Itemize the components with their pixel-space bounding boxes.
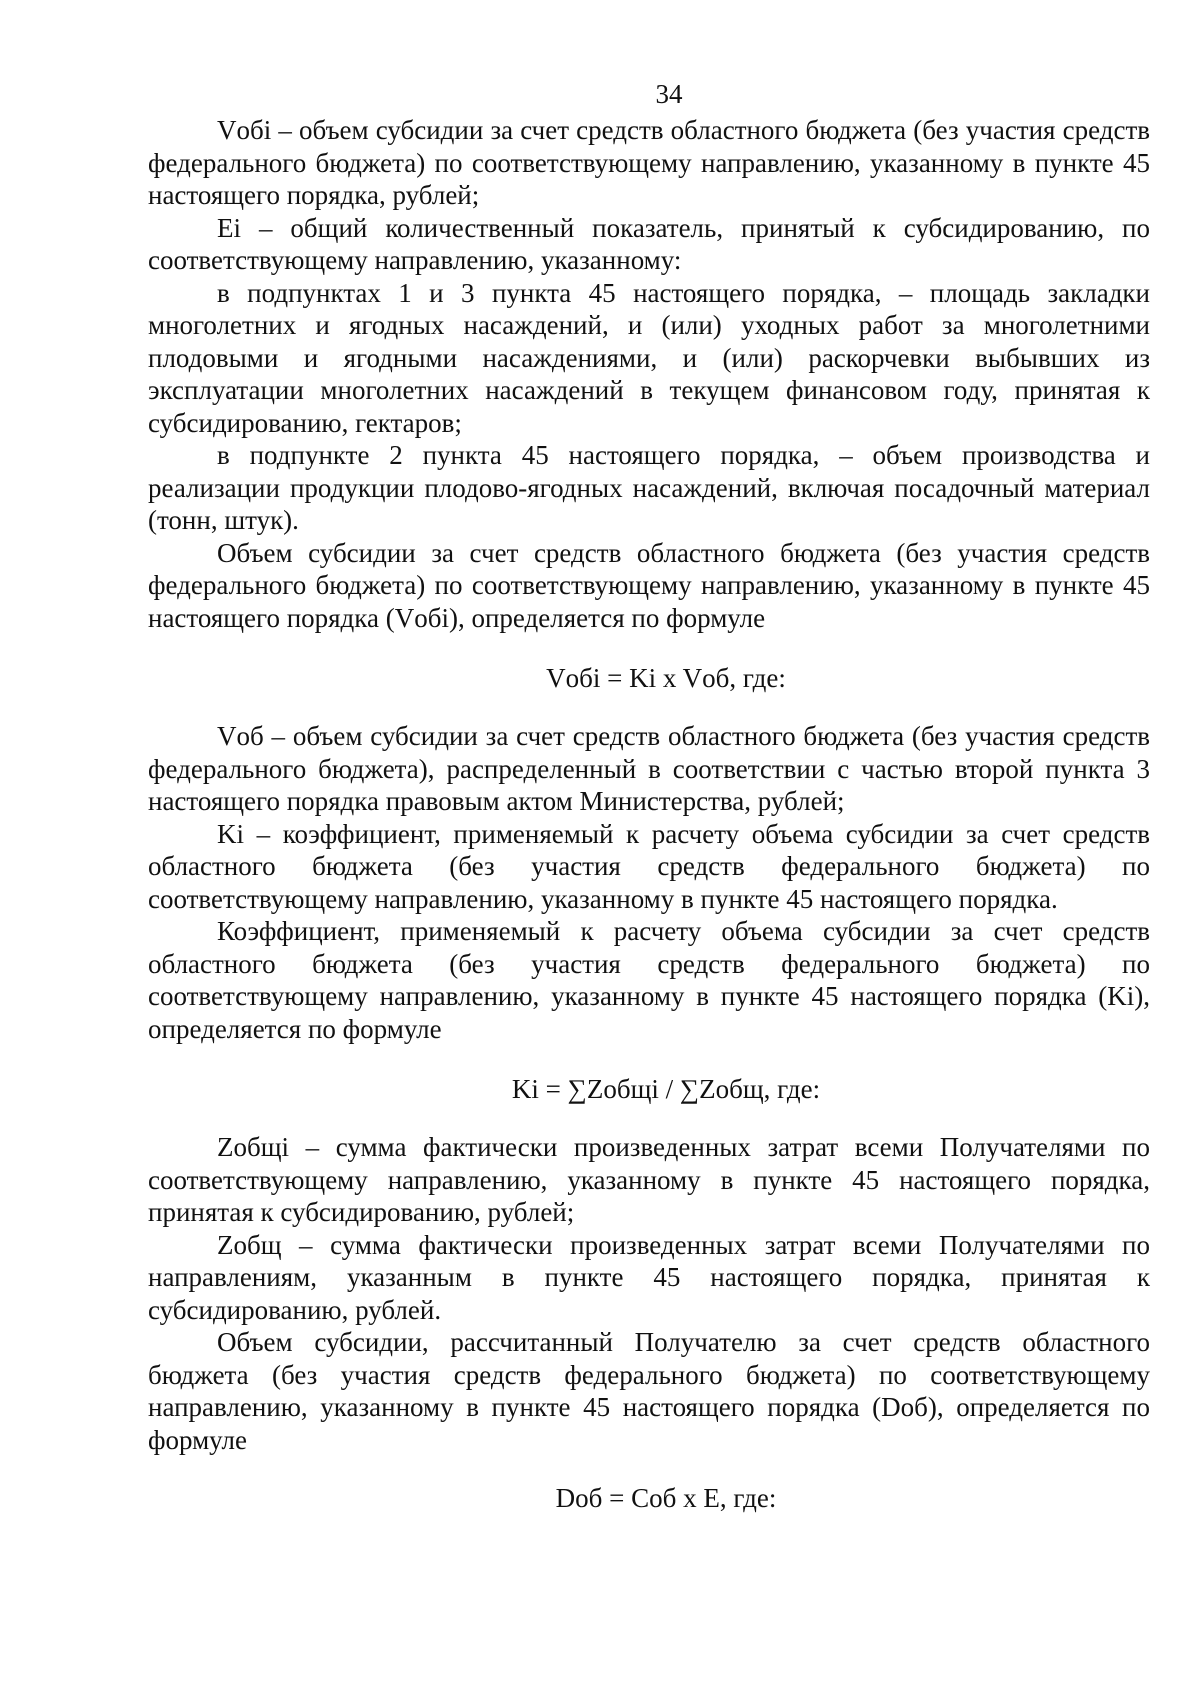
document-page [148,78,1150,1534]
paragraph-subpoints-1-3: в подпунктах 1 и 3 пункта 45 настоящего порядка, – площадь закладки многолетних и ягодных насаждений, и (или) уходных работ за многолетними плодовыми и ягодными насаждениями, и (или) раскорчевки выбывших из эксплуатации многолетних насаждений в текущем финансовом году, принятая к субсидированию, гектаров; [148,277,1150,438]
paragraph-zobshi-definition: Zобщi – сумма фактически произведенных затрат всеми Получателями по соответствующему направлению, указанному в пункте 45 настоящего порядка, принятая к субсидированию, рублей; [148,1132,1150,1227]
paragraph-subpoint-2: в подпункте 2 пункта 45 настоящего порядка, – объем производства и реализации продукции плодово-ягодных насаждений, включая посадочный материал (тонн, штук). [148,440,1150,535]
paragraph-ki-definition: Ki – коэффициент, применяемый к расчету объема субсидии за счет средств областного бюджета (без участия средств федерального бюджета) по соответствующему направлению, указанному в пункте 45 настоящего порядка. [148,818,1150,914]
paragraph-ki-formula-intro: Коэффициент, применяемый к расчету объема субсидии за счет средств областного бюджета (без участия средств федерального бюджета) по соответствующему направлению, указанному в пункте 45 настоящего порядка (Ki), определяется по формуле [148,916,1150,1044]
formula-vobi: Vобi = Ki x Vоб, где: [546,663,786,693]
paragraph-dob-formula-intro: Объем субсидии, рассчитанный Получателю за счет средств областного бюджета (без участия средств федерального бюджета) по соответствующему направлению, указанному в пункте 45 настоящего порядка (Dоб), определяется по формуле [148,1327,1150,1455]
paragraph-ei-definition: Ei – общий количественный показатель, принятый к субсидированию, по соответствующему направлению, указанному: [148,212,1150,275]
paragraph-vob-definition: Vоб – объем субсидии за счет средств областного бюджета (без участия средств федерального бюджета), распределенный в соответствии с частью второй пункта 3 настоящего порядка правовым актом Министерства, рублей; [148,721,1150,816]
paragraph-zobsh-definition: Zобщ – сумма фактически произведенных затрат всеми Получателями по направлениям, указанным в пункте 45 настоящего порядка, принятая к субсидированию, рублей. [148,1229,1150,1325]
paragraph-vobi-formula-intro: Объем субсидии за счет средств областного бюджета (без участия средств федерального бюджета) по соответствующему направлению, указанному в пункте 45 настоящего порядка (Vобi), определяется по формуле [148,537,1150,633]
formula-ki: Ki = ∑Zобщi / ∑Zобщ, где: [511,1074,821,1104]
page-number: 34 [655,79,683,109]
paragraph-vobi-definition: Vобi – объем субсидии за счет средств областного бюджета (без участия средств федерального бюджета) по соответствующему направлению, указанному в пункте 45 настоящего порядка, рублей; [148,115,1150,210]
formula-dob: Dоб = Cоб x E, где: [555,1483,777,1513]
